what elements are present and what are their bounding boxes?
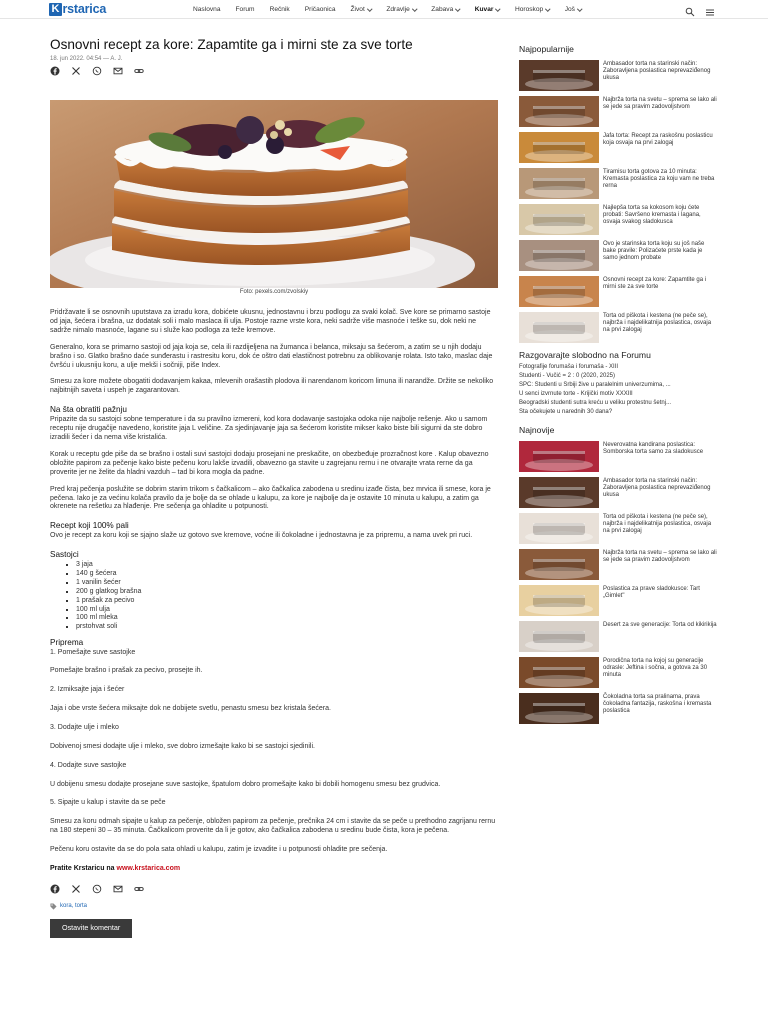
krstarica-logo[interactable] xyxy=(49,2,106,16)
link-icon[interactable] xyxy=(134,66,144,76)
follow-prefix: Pratite Krstaricu na xyxy=(50,865,117,873)
step-text: Smesu za koru odmah sipajte u kalup za pečenje, obložen papirom za pečenje, prečnika 24 cm i stavite da se peče u prethodno zagrijanu rernu na 180 stepeni 30 – 35 minuta. Čačkalicom proverite da li je gotov, ako čačkalica zabodena u sredinu bude čista, kora je pečena. xyxy=(50,818,496,835)
ingredient-item: ▪ 100 ml ulja xyxy=(76,606,498,615)
step-text: U dobijenu smesu dodajte prosejane suve sastojke, špatulom dobro promešajte kako bi dobili homogenu smesu bez grudvica. xyxy=(50,780,441,788)
thumbnail-image[interactable] xyxy=(519,312,599,343)
ingredient-item: ▪ 200 g glatkog brašna xyxy=(76,588,498,597)
popular-item[interactable] xyxy=(519,240,718,276)
popular-item-title[interactable]: Torta od piškota i kestena (ne peče se), najbrža i najdelikatnija poslastica, osvaja na prvi zalogaj xyxy=(603,313,712,333)
chevron-down-icon xyxy=(367,6,372,11)
article-meta: 18. jun 2022. 04:54 — A. J. xyxy=(50,56,123,62)
step-title: 5. Sipajte u kalup i stavite da se peče xyxy=(50,799,166,807)
forum-topic-link[interactable]: Šta očekujete u narednih 30 dana? xyxy=(519,409,613,415)
popular-list xyxy=(519,60,718,348)
popular-item-title[interactable]: Najbrža torta na svetu – sprema se lako ali se jede sa pravim zadovoljstvom xyxy=(603,97,717,110)
section-heading: Recept koji 100% pali xyxy=(50,521,129,531)
share-bar-bottom xyxy=(50,884,498,894)
email-icon[interactable] xyxy=(113,884,123,894)
nav-label: Zabava xyxy=(431,6,454,13)
nav-label: Život xyxy=(350,6,365,13)
nav-item-pričaonica[interactable] xyxy=(305,6,336,13)
nav-label: Zdravlje xyxy=(386,6,410,13)
article-header xyxy=(50,37,498,76)
krstarica-link[interactable]: www.krstarica.com xyxy=(116,865,181,873)
main-nav xyxy=(193,0,596,19)
latest-item-title[interactable]: Ambasador torta na starinski način: Zaboravljena poslastica neprevaziđenog ukusa xyxy=(603,478,711,498)
article-title: Osnovni recept za kore: Zapamtite ga i mirni ste za sve torte xyxy=(50,37,413,52)
forum-heading: Razgovarajte slobodno na Forumu xyxy=(519,350,651,360)
nav-label: Pričaonica xyxy=(304,6,336,13)
popular-item[interactable] xyxy=(519,60,718,96)
popular-item[interactable] xyxy=(519,276,718,312)
nav-label: Forum xyxy=(235,6,255,13)
thumbnail-image[interactable] xyxy=(519,477,599,508)
nav-item-naslovna[interactable] xyxy=(193,6,221,13)
latest-item[interactable] xyxy=(519,621,718,657)
latest-heading: Najnovije xyxy=(519,425,555,435)
ingredient-item: ▪ 1 prašak za pecivo xyxy=(76,597,498,606)
latest-item[interactable] xyxy=(519,441,718,477)
nav-item-život[interactable] xyxy=(351,6,372,13)
section-heading: Na šta obratiti pažnju xyxy=(50,405,127,415)
thumbnail-image[interactable] xyxy=(519,621,599,652)
thumbnail-image[interactable] xyxy=(519,276,599,307)
x-icon[interactable] xyxy=(71,884,81,894)
latest-item[interactable] xyxy=(519,477,718,513)
thumbnail-image[interactable] xyxy=(519,60,599,91)
nav-label: Još xyxy=(564,6,575,13)
nav-item-rečnik[interactable] xyxy=(270,6,290,13)
ingredient-item: ▪ prstohvat soli xyxy=(76,623,498,632)
tag-links[interactable]: kora, torta xyxy=(60,902,88,909)
forum-topic-link[interactable]: SPC: Studenti u Srbiji žive u paralelnim univerzumima, ... xyxy=(519,382,671,388)
facebook-icon[interactable] xyxy=(50,884,60,894)
x-icon[interactable] xyxy=(71,66,81,76)
nav-label: Horoskop xyxy=(514,6,544,13)
image-caption: Foto: pexels.com/zvolskiy xyxy=(239,289,309,295)
ingredient-item: ▪ 3 jaja xyxy=(76,561,498,570)
facebook-icon[interactable] xyxy=(50,66,60,76)
popular-item[interactable] xyxy=(519,204,718,240)
thumbnail-image[interactable] xyxy=(519,132,599,163)
thumbnail-image[interactable] xyxy=(519,240,599,271)
forum-topic-link[interactable]: Fotografije forumaša i forumaša - XIII xyxy=(519,364,619,370)
popular-item[interactable] xyxy=(519,132,718,168)
thumbnail-image[interactable] xyxy=(519,513,599,544)
latest-item[interactable] xyxy=(519,657,718,693)
popular-item[interactable] xyxy=(519,168,718,204)
chevron-down-icon xyxy=(412,6,417,11)
popular-item-title[interactable]: Osnovni recept za kore: Zapamtite ga i mirni ste za sve torte xyxy=(603,277,707,290)
step-title: 2. Izmiksajte jaja i šećer xyxy=(50,686,125,693)
sidebar xyxy=(519,44,718,729)
viber-icon[interactable] xyxy=(92,884,102,894)
step-title: 1. Pomešajte suve sastojke xyxy=(50,649,136,657)
nav-item-zdravlje[interactable] xyxy=(386,6,416,13)
intro-paragraph: Generalno, kora se primarno sastoji od jaja koja se, cela ili razdijeljena na žumanca i belanca, miksaju sa šećerom, a zatim se u njih dodaju brašno i so. Glatko brašno daće sunđerastu i rastresitu koru, dok će oštro dati elastičnost potrebnu za oblikovanje rolata. Isto tako, maslac daje čvršću i ukusniju koru, a ulje mekši i sočniji, piše Index. xyxy=(50,343,493,369)
section-paragraph: Pripazite da su sastojci sobne temperature i da su pravilno izmereni, kod kora dodavanje sastojaka odoka nije najbolje rešenje. Ako u samom receptu nije drugačije navedeno, koristite jaja L veličine. Za sjedinjavanje jaja sa šećerom koristite mikser kako biste bili sigurni da ste dobro izradili šećer i da nema više kristalića. xyxy=(50,416,488,441)
thumbnail-image[interactable] xyxy=(519,693,599,724)
ingredient-item: ▪ 1 vanilin šećer xyxy=(76,579,498,588)
chevron-down-icon xyxy=(496,6,501,11)
section-paragraph: Korak u receptu gde piše da se brašno i ostali suvi sastojci dodaju prosejani ne preskačite, on obezbeđuje prozračnost kore . Kalup obavezno obložite papirom za pečenje kako biste pečenu koru lakše izvadili, obavezno ga stavite u zagrejanu rernu i ne otvarajte vrata rerne da ga proverite jer ne želite da hladni vazduh – tad bi kora mogla da padne. xyxy=(50,450,489,476)
forum-topic-link[interactable]: Studenti - Vučić = 2 : 0 (2020, 2025) xyxy=(519,373,616,379)
article-body xyxy=(50,309,498,938)
email-icon[interactable] xyxy=(113,66,123,76)
nav-item-zabava[interactable] xyxy=(431,6,460,13)
chevron-down-icon xyxy=(456,6,461,11)
latest-item[interactable] xyxy=(519,549,718,585)
step-title: 4. Dodajte suve sastojke xyxy=(50,761,127,769)
latest-item[interactable] xyxy=(519,693,718,729)
step-text: Jaja i obe vrste šećera miksajte dok ne dobijete svetlu, penastu smesu bez kristala šećera. xyxy=(50,704,331,712)
thumbnail-image[interactable] xyxy=(519,549,599,580)
latest-item-title[interactable]: Desert za sve generacije: Torta od kikirikija xyxy=(603,622,717,628)
thumbnail-image[interactable] xyxy=(519,657,599,688)
latest-item-title[interactable]: Čokoladna torta sa pralinama, prava čokoladna fantazija, raskošna i kremasta poslastica xyxy=(603,694,712,714)
popular-item[interactable] xyxy=(519,312,718,348)
thumbnail-image[interactable] xyxy=(519,168,599,199)
link-icon[interactable] xyxy=(134,884,144,894)
thumbnail-image[interactable] xyxy=(519,441,599,472)
forum-topic-link[interactable]: Beogradski studenti sutra kreću u veliku protestnu šetnj... xyxy=(519,400,672,406)
step-text: Pečenu koru ostavite da se do pola sata ohladi u kalupu, zatim je izvadite i u potpunosti ohladite pre sečenja. xyxy=(50,846,388,854)
ingredients-heading: Sastojci xyxy=(50,550,79,560)
nav-item-kuvar[interactable] xyxy=(475,6,500,13)
popular-item-title[interactable]: Jafa torta: Recept za raskošnu poslasticu koja osvaja na prvi zalogaj xyxy=(603,133,713,146)
nav-item-horoskop[interactable] xyxy=(515,6,550,13)
cake-hero-image xyxy=(50,100,498,288)
logo-k: K xyxy=(49,3,62,16)
tag-icon xyxy=(50,903,57,910)
chevron-down-icon xyxy=(545,6,550,11)
forum-list xyxy=(519,363,718,417)
thumbnail-image[interactable] xyxy=(519,585,599,616)
search-icon[interactable] xyxy=(685,4,695,22)
popular-item-title[interactable]: Ovo je starinska torta koju su još naše bake pravile: Polizaćete prste kada je samo jednom probate xyxy=(603,241,705,261)
chevron-down-icon xyxy=(577,6,582,11)
latest-list xyxy=(519,441,718,729)
popular-item-title[interactable]: Ambasador torta na starinski način: Zaboravljena poslastica neprevaziđenog ukusa xyxy=(603,61,711,81)
section-paragraph: Ovo je recept za koru koji se sjajno slaže uz gotovo sve kremove, voćne ili čokoladne i jednostavna je za pripremu, a nama uvek pri ruci. xyxy=(50,532,473,540)
ingredient-item: ▪ 140 g šećera xyxy=(76,570,498,579)
latest-item[interactable] xyxy=(519,585,718,621)
latest-item[interactable] xyxy=(519,513,718,549)
nav-label: Kuvar xyxy=(474,6,494,13)
viber-icon[interactable] xyxy=(92,66,102,76)
popular-item-title[interactable]: Najlepša torta sa kokosom koju ćete probati: Savršeno kremasta i lagana, osvaja svakog sladokusca xyxy=(603,205,701,225)
top-navigation-bar xyxy=(0,0,768,19)
section-paragraph: Pred kraj pečenja poslužite se dobrim starim trikom s čačkalicom – ako čačkalica zabodena u sredinu izađe čista, bez mrvica ili smese, kora je pečena. Iako je za većinu kolača pravilo da je bolje da se ohlade u kalupu, za kore je najbolje da je ostavite 10 minuta u kalupu, a zatim ga okrenete na rešetku za hlađenje. Pre sečenja ga ohladite u potpunosti. xyxy=(50,485,491,511)
latest-item-title[interactable]: Najbrža torta na svetu – sprema se lako ali se jede sa pravim zadovoljstvom xyxy=(603,550,717,563)
intro-paragraph: Pridržavate li se osnovnih uputstava za izradu kora, dobićete ukusnu, jednostavnu i brzu podlogu za svaki kolač. Sve kore se primarno sastoje od jaja, šećera i brašna, uz dodatak soli i malo maslaca ili ulja. Postoje razne vrste kora, neki sadrže više masnoće i teške su, dok neki ne sadrže nimalo masnoće, lagane su i služe kao podloga za teže kremove. xyxy=(50,309,491,334)
latest-item-title[interactable]: Poslastica za prave sladokusce: Tart „Gimlet" xyxy=(603,586,700,599)
popular-heading: Najpopularnije xyxy=(519,44,574,54)
thumbnail-image[interactable] xyxy=(519,204,599,235)
menu-icon[interactable] xyxy=(705,4,715,22)
share-bar xyxy=(50,66,498,76)
logo-text: rstarica xyxy=(62,1,107,16)
nav-item-forum[interactable] xyxy=(236,6,255,13)
popular-item-title[interactable]: Tiramisu torta gotova za 10 minuta: Kremasta poslastica za koju vam ne treba rerna xyxy=(603,169,715,189)
nav-item-još[interactable] xyxy=(565,6,582,13)
step-title: 3. Dodajte ulje i mleko xyxy=(50,723,119,731)
latest-item-title[interactable]: Neverovatna kandirana poslastica: Somborska torta samo za sladokusce xyxy=(603,442,704,455)
step-text: Dobivenoj smesi dodajte ulje i mleko, sve dobro izmešajte kako bi se sastojci sjedinili. xyxy=(50,742,315,750)
popular-item[interactable] xyxy=(519,96,718,132)
intro-paragraph: Smesu za kore možete obogatiti dodavanjem kakaa, mlevenih orašastih plodova ili narendanom koricom limuna ili narandže. Držite se nekoliko najbitnijih saveta i uspeh je zagarantovan. xyxy=(50,378,494,395)
leave-comment-button[interactable]: Ostavite komentar xyxy=(50,919,132,938)
nav-label: Rečnik xyxy=(269,6,290,13)
nav-label: Naslovna xyxy=(193,6,221,13)
tags-row xyxy=(50,902,498,911)
preparation-heading: Priprema xyxy=(50,638,84,648)
ingredients-list xyxy=(76,561,498,632)
thumbnail-image[interactable] xyxy=(519,96,599,127)
ingredient-item: ▪ 100 ml mleka xyxy=(76,614,498,623)
latest-item-title[interactable]: Torta od piškota i kestena (ne peče se), najbrža i najdelikatnija poslastica, osvaja na prvi zalogaj xyxy=(603,514,712,534)
forum-topic-link[interactable]: U senci izvrnute torte - Krijički motiv XXXIII xyxy=(519,391,633,397)
latest-item-title[interactable]: Porodična torta na kojoj su generacije odrasle: Jeftina i sočna, a gotova za 30 minuta xyxy=(603,658,708,678)
follow-line xyxy=(50,865,498,874)
step-text: Pomešajte brašno i prašak za pecivo, prosejte ih. xyxy=(50,667,203,675)
